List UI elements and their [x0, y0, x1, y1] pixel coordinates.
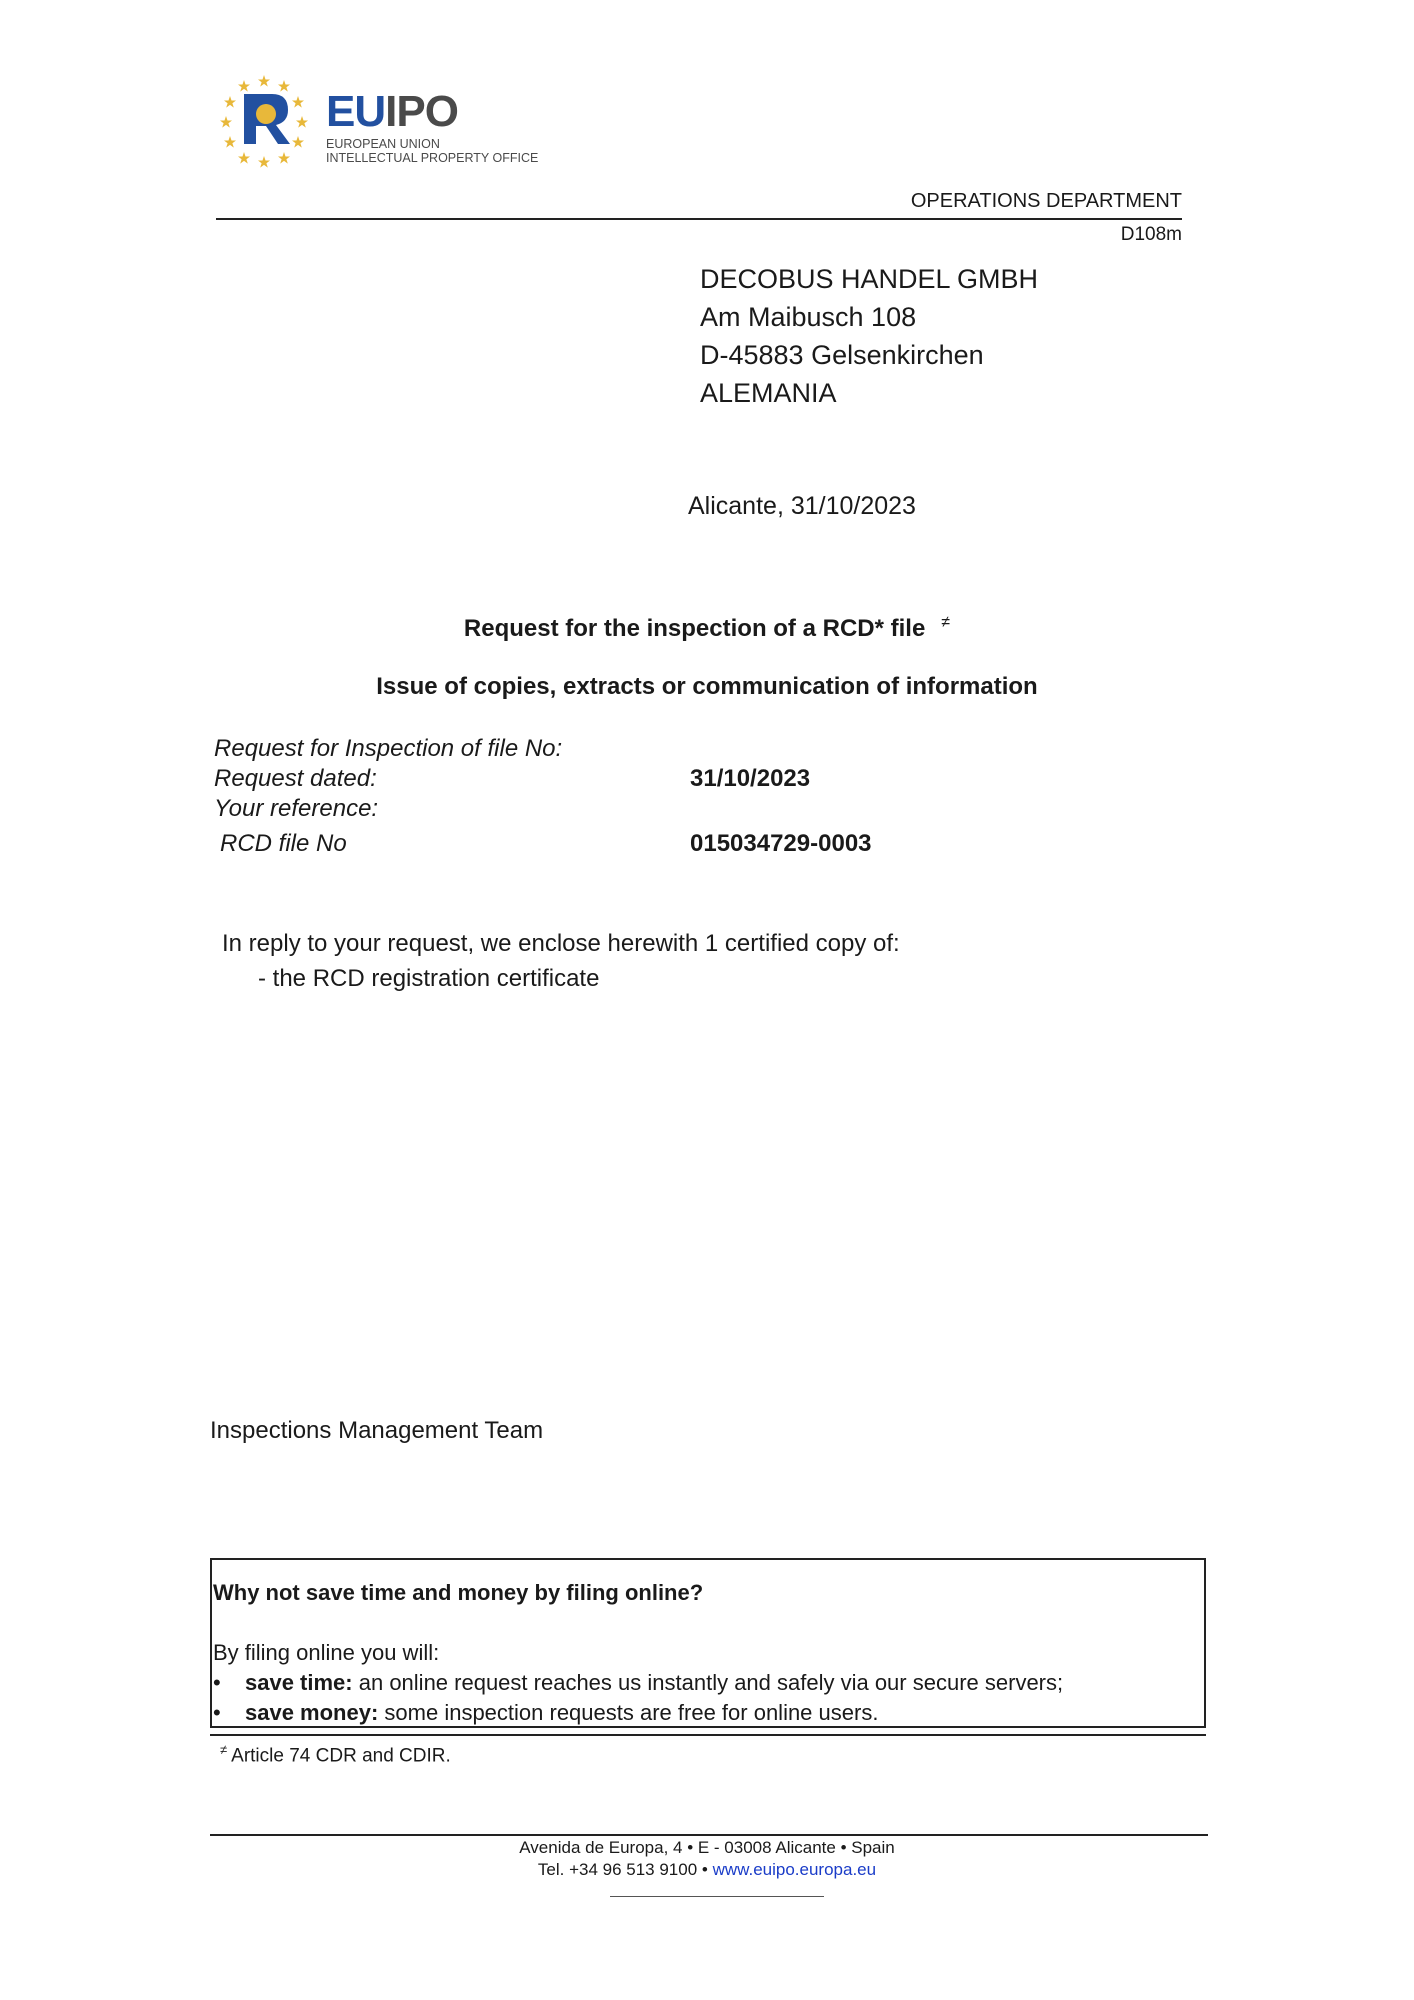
- footer-rule: [210, 1834, 1208, 1836]
- footnote-text: Article 74 CDR and CDIR.: [231, 1745, 451, 1767]
- title-text: Request for the inspection of a RCD* file: [463, 615, 926, 642]
- footnote-mark: ≠: [220, 1742, 228, 1757]
- bullet-text: an online request reaches us instantly and safely via our secure servers;: [352, 1670, 1064, 1695]
- logo-eu: EU: [326, 87, 386, 136]
- r-mark-icon: [244, 94, 290, 144]
- logo-ipo: IPO: [385, 87, 458, 136]
- promo-intro: By filing online you will:: [213, 1640, 440, 1665]
- logo-sub-line-1: EUROPEAN UNION: [326, 137, 440, 151]
- address-line: D-45883 Gelsenkirchen: [700, 340, 984, 370]
- box-underline: [210, 1734, 1206, 1736]
- address-line: Am Maibusch 108: [700, 302, 917, 332]
- your-reference-label: Your reference:: [214, 795, 379, 822]
- website-link[interactable]: www.euipo.europa.eu: [712, 1860, 877, 1879]
- promo-title: Why not save time and money by filing online?: [213, 1580, 704, 1605]
- request-dated-label: Request dated:: [214, 765, 377, 792]
- inspection-file-label: Request for Inspection of file No:: [214, 735, 563, 762]
- address-line: ALEMANIA: [700, 378, 837, 408]
- request-dated-value: 31/10/2023: [690, 765, 811, 792]
- footer-short-rule: [610, 1896, 824, 1897]
- promo-bullet: [213, 1700, 878, 1726]
- department-label: OPERATIONS DEPARTMENT: [910, 190, 1182, 212]
- title-footnote-mark: ≠: [941, 614, 951, 631]
- letter-date: Alicante, 31/10/2023: [688, 492, 916, 520]
- rcd-file-label: RCD file No: [220, 830, 347, 857]
- logo-subtitle: [326, 137, 538, 165]
- header-rule: [216, 218, 1182, 220]
- bullet-bold: save money:: [245, 1700, 379, 1725]
- bullet-text: some inspection requests are free for online users.: [378, 1700, 879, 1725]
- promo-bullet: [213, 1670, 1063, 1696]
- footer-address: Avenida de Europa, 4 • E - 03008 Alicante • Spain: [519, 1838, 895, 1857]
- address-line: DECOBUS HANDEL GMBH: [700, 264, 1039, 294]
- footer-tel: Tel. +34 96 513 9100 •: [537, 1860, 713, 1879]
- footnote: [220, 1742, 451, 1767]
- letter-subtitle: Issue of copies, extracts or communication of information: [376, 673, 1038, 700]
- document-code: D108m: [1120, 224, 1182, 245]
- logo-wordmark: [326, 87, 458, 136]
- bullet-marker: •: [213, 1670, 221, 1695]
- letter-title: [0, 614, 1414, 643]
- rcd-file-value: 015034729-0003: [690, 830, 872, 857]
- reply-text: In reply to your request, we enclose herewith 1 certified copy of:: [222, 930, 900, 957]
- enclosure-item: - the RCD registration certificate: [258, 965, 600, 992]
- signature-team: Inspections Management Team: [210, 1417, 544, 1444]
- recipient-address: [700, 260, 1038, 412]
- logo-sub-line-2: INTELLECTUAL PROPERTY OFFICE: [326, 151, 539, 165]
- footer-contact: [0, 1860, 1414, 1880]
- bullet-bold: save time:: [245, 1670, 353, 1695]
- bullet-marker: •: [213, 1700, 221, 1725]
